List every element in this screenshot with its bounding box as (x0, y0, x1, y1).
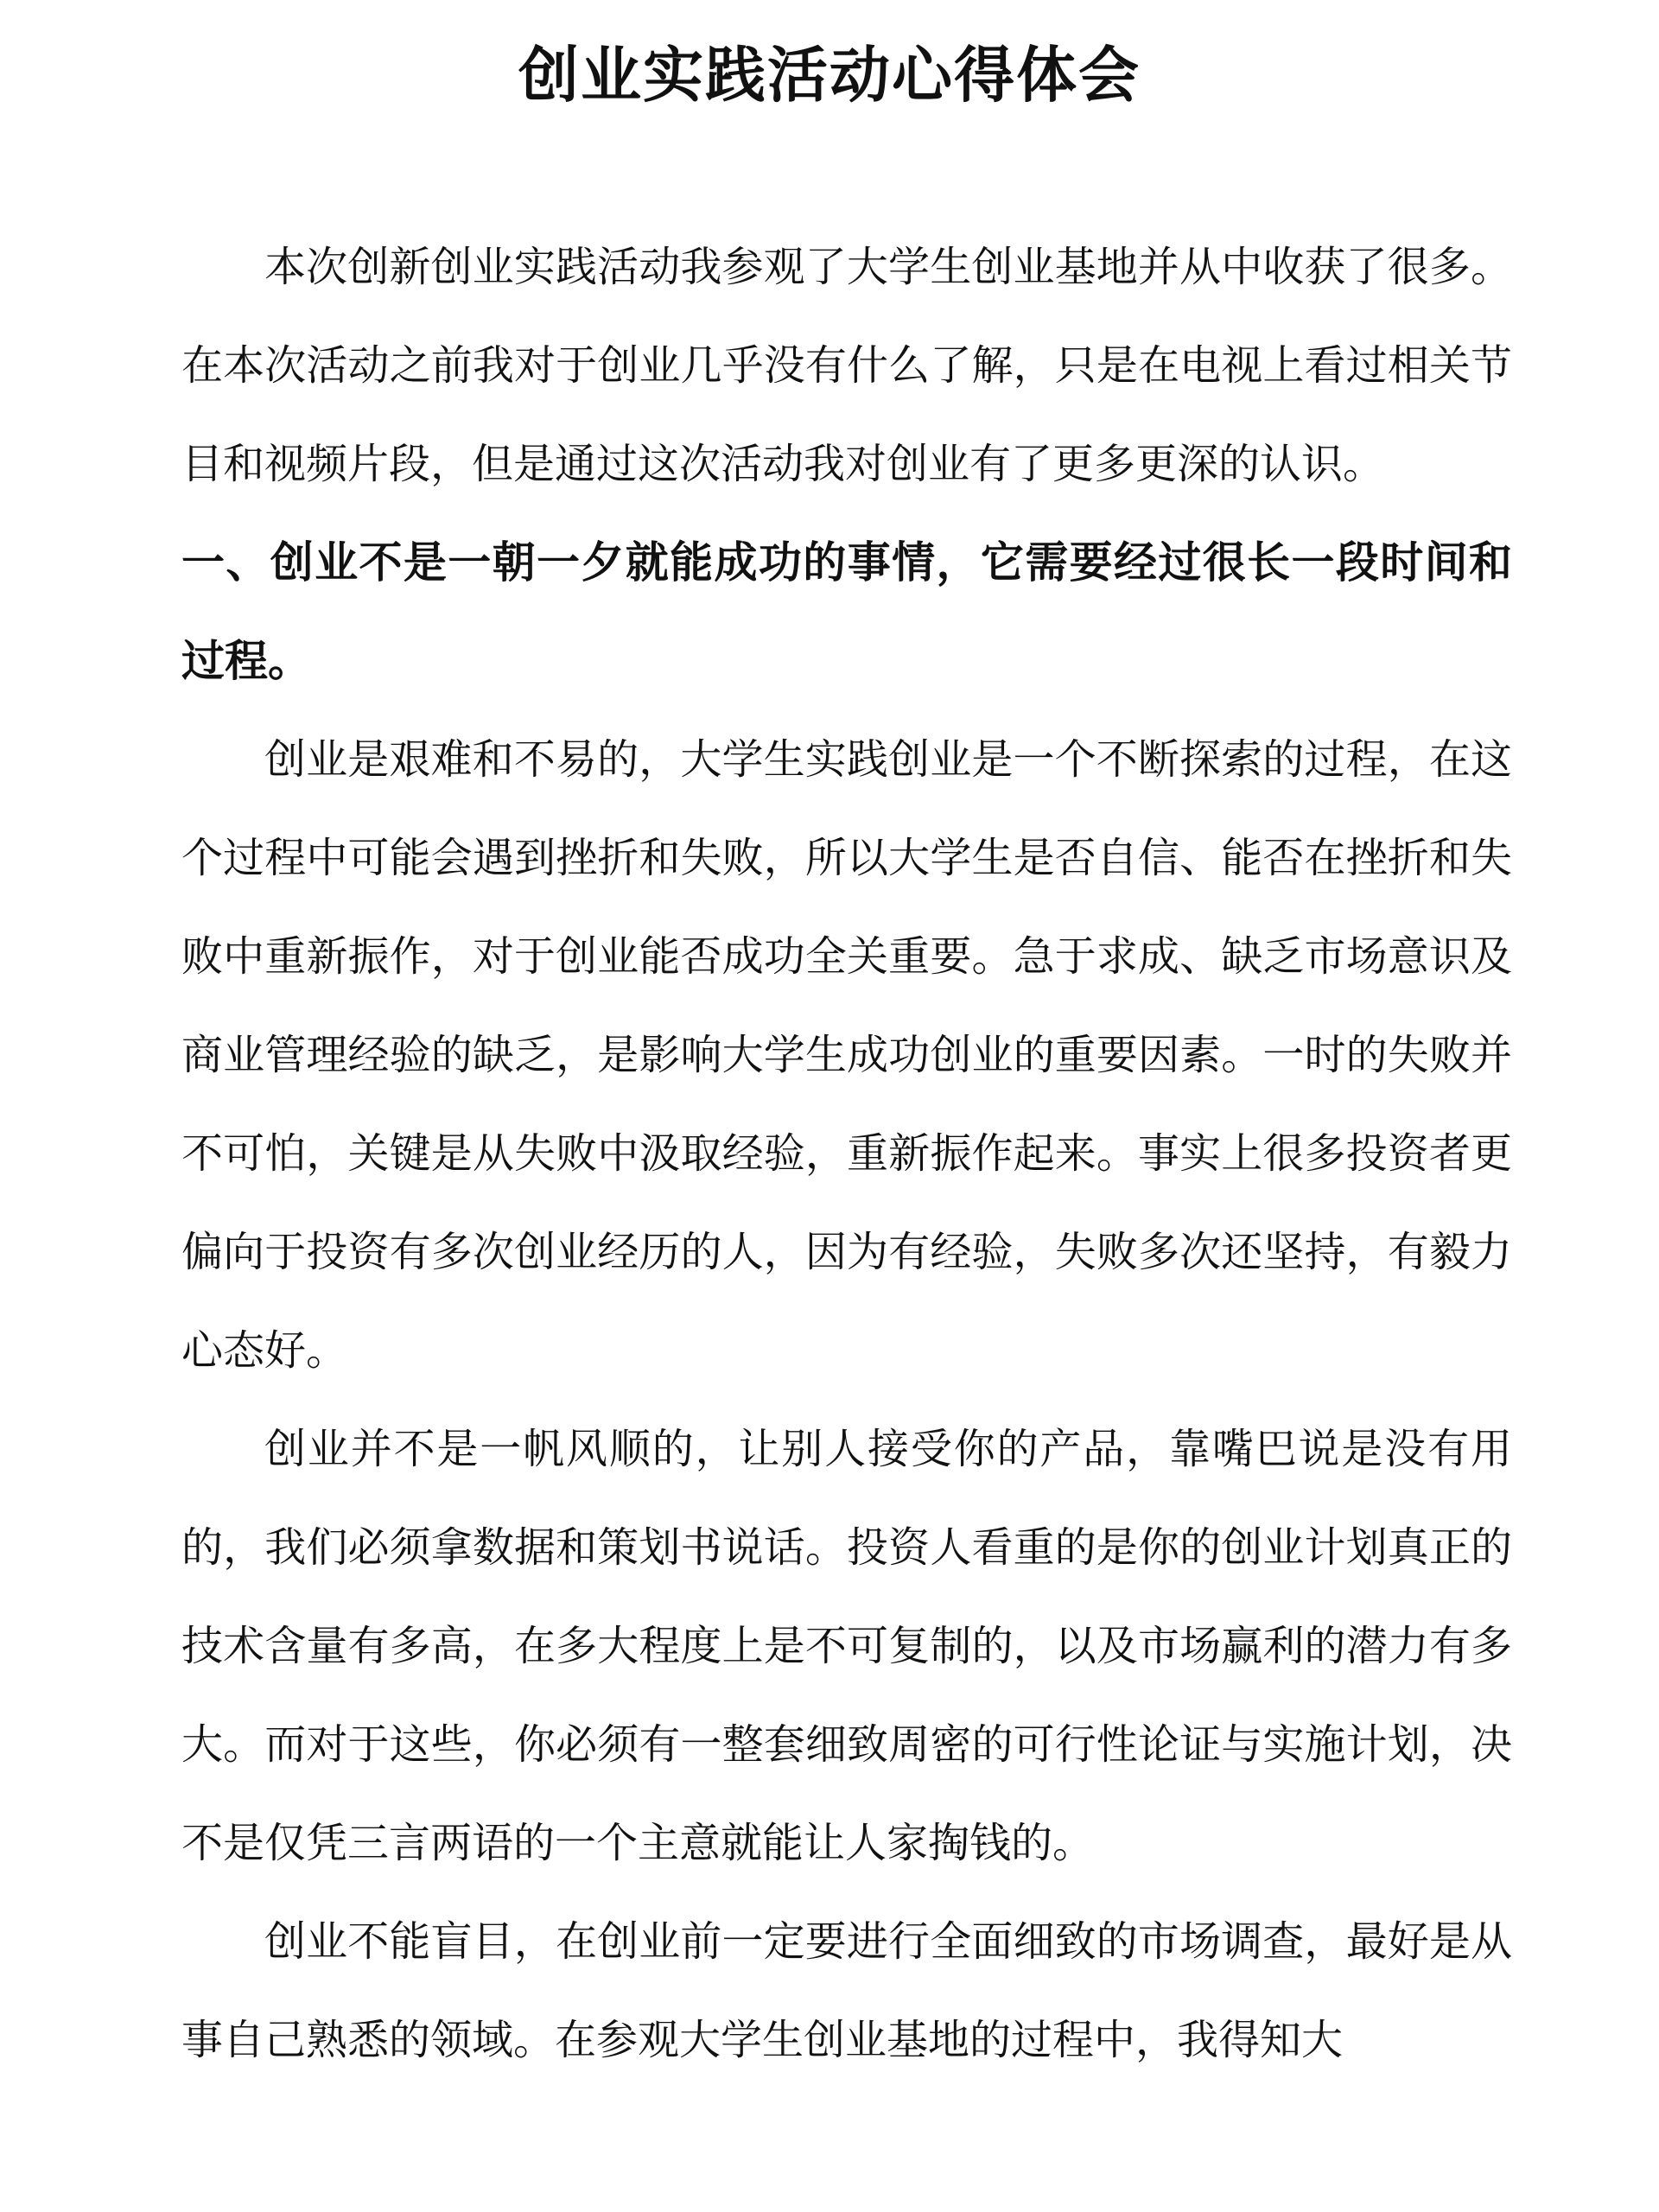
document-title: 创业实践活动心得体会 (518, 40, 1141, 111)
section-heading-1: 一、创业不是一朝一夕就能成功的事情，它需要经过很长一段时间和过程。 (181, 537, 1512, 686)
document-body (181, 218, 1512, 2089)
intro-paragraph: 本次创新创业实践活动我参观了大学生创业基地并从中收获了很多。在本次活动之前我对于创业几乎没有什么了解，只是在电视上看过相关节目和视频片段，但是通过这次活动我对创业有了更多更深的认识。 (181, 243, 1512, 488)
body-paragraph-2: 创业是艰难和不易的，大学生实践创业是一个不断探索的过程，在这个过程中可能会遇到挫折和失败，所以大学生是否自信、能否在挫折和失败中重新振作，对于创业能否成功全关重要。急于求成、缺乏市场意识及商业管理经验的缺乏，是影响大学生成功创业的重要因素。一时的失败并不可怕，关键是从失败中汲取经验，重新振作起来。事实上很多投资者更偏向于投资有多次创业经历的人，因为有经验，失败多次还坚持，有毅力心态好。 (181, 735, 1512, 1375)
body-paragraph-4: 创业不能盲目，在创业前一定要进行全面细致的市场调查，最好是从事自己熟悉的领域。在参观大学生创业基地的过程中，我得知大 (181, 1917, 1512, 2064)
body-paragraph-3: 创业并不是一帆风顺的，让别人接受你的产品，靠嘴巴说是没有用的，我们必须拿数据和策划书说话。投资人看重的是你的创业计划真正的技术含量有多高，在多大程度上是不可复制的，以及市场赢利的潜力有多大。而对于这些，你必须有一整套细致周密的可行性论证与实施计划，决不是仅凭三言两语的一个主意就能让人家掏钱的。 (181, 1425, 1512, 1867)
